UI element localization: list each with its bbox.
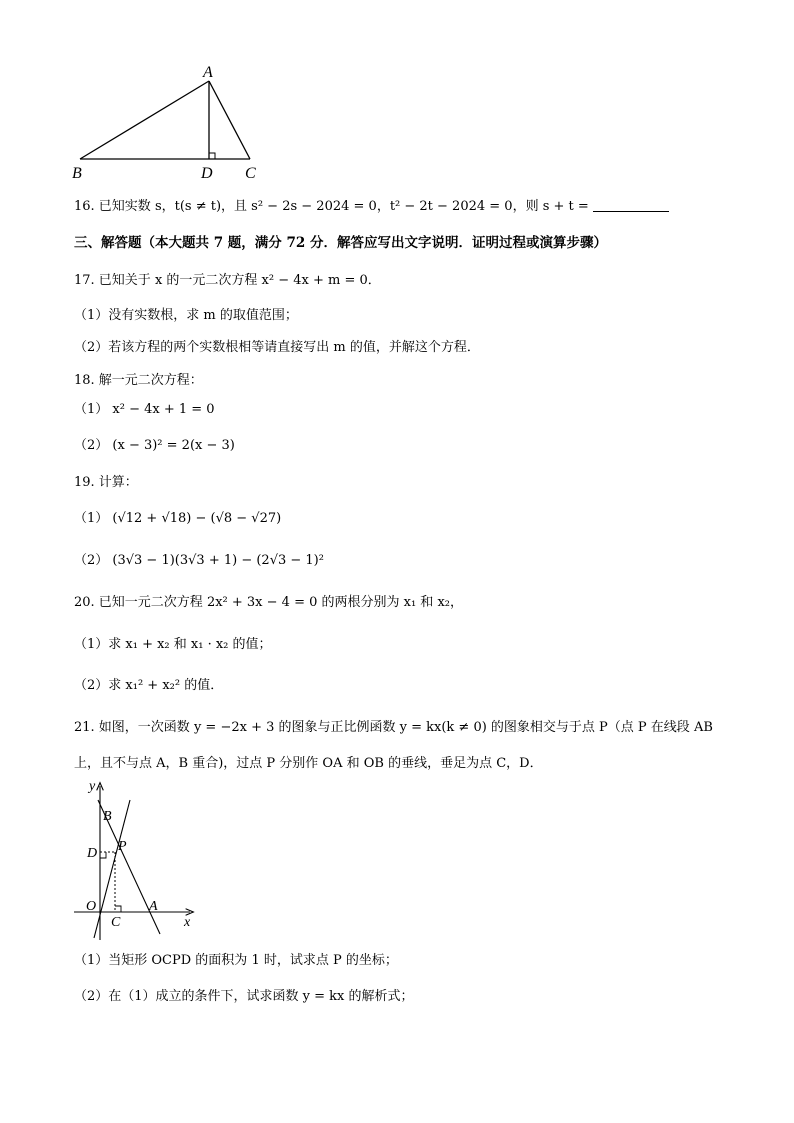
side-ac xyxy=(209,81,250,159)
label-b: B xyxy=(72,165,82,182)
question-16 xyxy=(74,198,669,216)
label-y: y xyxy=(89,779,96,794)
question-20-part-1: （1）求 x₁ + x₂ 和 x₁ · x₂ 的值； xyxy=(74,637,272,652)
label-p: P xyxy=(118,839,127,854)
question-21-part-2: （2）在（1）成立的条件下，试求函数 y = kx 的解析式； xyxy=(74,989,414,1004)
question-19-part-1: （1） (√12 + √18) − (√8 − √27) xyxy=(74,511,282,526)
question-21-stem-line-1: 21. 如图，一次函数 y = −2x + 3 的图象与正比例函数 y = kx(k ≠ 0) 的图象相交与于点 P（点 P 在线段 AB xyxy=(74,720,713,735)
question-19-stem: 19. 计算： xyxy=(74,475,138,490)
question-19-part-2: （2） (3√3 − 1)(3√3 + 1) − (2√3 − 1)² xyxy=(74,553,324,568)
question-18-part-2: （2） (x − 3)² = 2(x − 3) xyxy=(74,438,235,453)
label-x: x xyxy=(184,915,191,930)
question-17-part-2: （2）若该方程的两个实数根相等请直接写出 m 的值，并解这个方程． xyxy=(74,340,480,355)
right-angle-mark xyxy=(209,153,215,159)
question-21-part-1: （1）当矩形 OCPD 的面积为 1 时，试求点 P 的坐标； xyxy=(74,953,398,968)
right-angle-mark-d xyxy=(100,852,106,858)
label-b: B xyxy=(103,809,112,824)
label-o: O xyxy=(86,899,97,914)
question-17-stem: 17. 已知关于 x 的一元二次方程 x² − 4x + m = 0． xyxy=(74,273,381,288)
right-angle-mark-c xyxy=(115,906,121,912)
question-18-stem: 18. 解一元二次方程： xyxy=(74,373,203,388)
label-a: A xyxy=(203,64,213,81)
label-d: D xyxy=(201,165,213,182)
triangle-figure xyxy=(64,58,274,184)
question-20-part-2: （2）求 x₁² + x₂² 的值． xyxy=(74,678,224,693)
question-21-stem-line-2: 上，且不与点 A，B 重合)，过点 P 分别作 OA 和 OB 的垂线，垂足为点 C，D． xyxy=(74,756,543,771)
label-a: A xyxy=(149,899,158,914)
question-18-part-1: （1） x² − 4x + 1 = 0 xyxy=(74,402,215,417)
label-c: C xyxy=(245,165,256,182)
answer-blank xyxy=(593,198,669,212)
coordinate-figure xyxy=(74,776,204,942)
side-ab xyxy=(80,81,209,159)
label-c: C xyxy=(111,915,121,930)
question-16-text: 16. 已知实数 s，t(s ≠ t)，且 s² − 2s − 2024 = 0，t² − 2t − 2024 = 0，则 s + t = xyxy=(74,199,589,214)
question-17-part-1: （1）没有实数根，求 m 的取值范围； xyxy=(74,308,298,323)
question-20-stem: 20. 已知一元二次方程 2x² + 3x − 4 = 0 的两根分别为 x₁ 和 x₂， xyxy=(74,595,463,610)
section-3-title: 三、解答题（本大题共 7 题，满分 72 分．解答应写出文字说明．证明过程或演算步骤） xyxy=(74,235,607,251)
label-d: D xyxy=(87,846,98,861)
